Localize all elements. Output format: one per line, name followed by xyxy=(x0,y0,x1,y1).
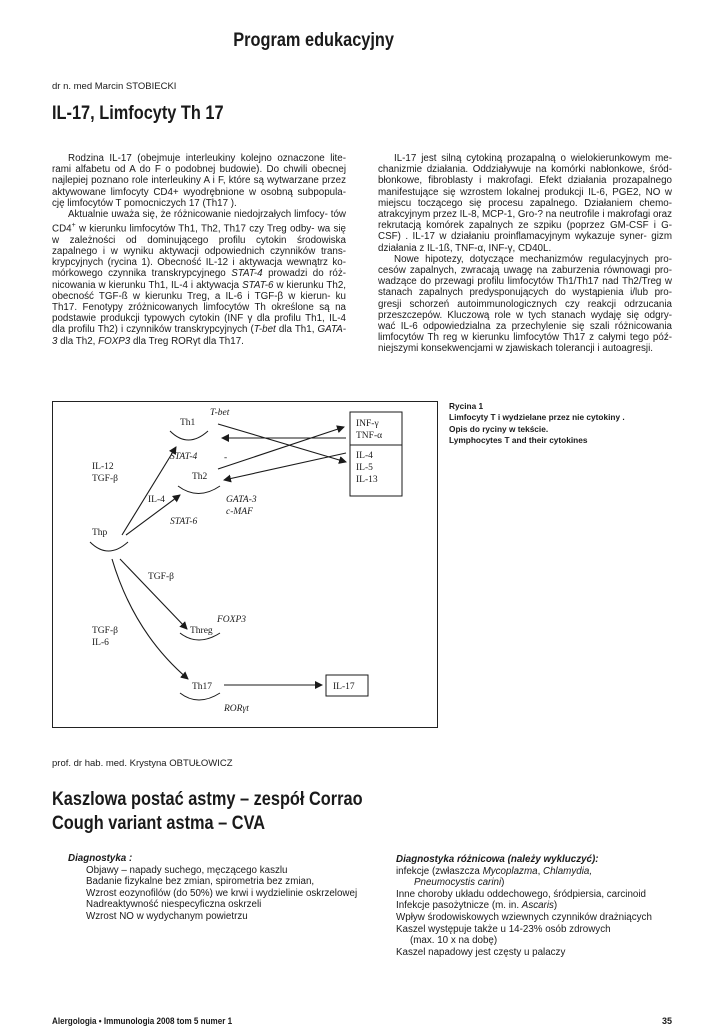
figure-diagram xyxy=(52,401,438,728)
diagnostics-item: Wzrost eozynofilów (do 50%) we krwi i wydzielinie oskrzelowej xyxy=(86,887,358,899)
figure-caption xyxy=(449,401,689,447)
label-th2: Th2 xyxy=(192,472,208,482)
caption-line4: Lymphocytes T and their cytokines xyxy=(449,435,588,446)
box-il13: IL-13 xyxy=(356,475,378,485)
differential-item: Kaszel występuje także u 14-23% osób zdrowych xyxy=(396,923,611,935)
label-cmaf: c-MAF xyxy=(226,507,253,517)
diagnostics-item: Nadreaktywność niespecyficzna oskrzeli xyxy=(86,899,262,911)
differential-item-sub: (max. 10 x na dobę) xyxy=(410,935,498,947)
article2-title xyxy=(52,788,363,836)
label-tgfb-b: TGF-β xyxy=(92,626,118,636)
footer-page-number: 35 xyxy=(662,1016,673,1026)
box-inf-gamma: INF-γ xyxy=(356,419,379,429)
differential-heading: Diagnostyka różnicowa (należy wykluczyć): xyxy=(396,854,599,865)
label-th1: Th1 xyxy=(180,418,196,428)
label-gata3: GATA-3 xyxy=(226,495,257,505)
arrow-thp-threg xyxy=(120,559,187,629)
article1-left-column xyxy=(52,153,346,347)
label-thp: Thp xyxy=(92,528,108,538)
paragraph: Rodzina IL-17 (obejmuje interleukiny kolejno oznaczone lite- rami alfabetu od A do F o podobnej budowie). Do chwili obecnej najlepiej poznano role interleukiny A i F, które są wytwarzane przez aktywowane limfocyty CD4+ wyodrębnione w osobną subpopula- cję limfocytów T pomocniczych 17 (Th17 ). xyxy=(52,153,346,209)
box-tnf-alpha: TNF-α xyxy=(356,431,383,441)
differential-list xyxy=(396,854,696,958)
label-dash: - xyxy=(224,453,228,463)
label-il4: IL-4 xyxy=(148,495,165,505)
caption-line3: Opis do ryciny w tekście. xyxy=(449,423,549,434)
box-il17: IL-17 xyxy=(333,682,355,692)
article2-author: prof. dr hab. med. Krystyna OBTUŁOWICZ xyxy=(52,758,233,769)
label-foxp3: FOXP3 xyxy=(217,615,247,625)
arrow-th1-th2cyt xyxy=(218,424,346,462)
label-threg: Threg xyxy=(190,626,213,636)
label-rorgt: RORγt xyxy=(224,704,249,714)
arrow-th2-th1cyt xyxy=(218,427,344,469)
paragraph: Nowe hipotezy, dotyczące mechanizmów regulacyjnych pro- cesów zapalnych, zwracają uwagę na zaburzenia równowagi pro- wadzące do przewagi profilu limfocytów Th1/Th17 nad Th2/Treg w stanach zapalnych predysponujących do wystąpienia i/lub pro- gresji schorzeń autoimmunologicznych czy reakcji odrzucania przeszczepów. Kluczową role w tych stanach wydaję się odgry- wać IL-6 odpowiedzialna za przechylenie się szali różnicowania limfocytów Th reg w kierunku limfocytów Th17 z całymi tego póź- niejszymi konsekwencjami w zjawiskach tolerancji i autoagresji. xyxy=(378,253,672,355)
box-il4: IL-4 xyxy=(356,451,373,461)
diagnostics-heading: Diagnostyka : xyxy=(68,853,133,864)
thp-cell-arc xyxy=(90,542,128,551)
th1-cell-arc xyxy=(170,431,208,440)
label-tgfb-a: TGF-β xyxy=(92,474,118,484)
differential-item-infections: infekcje (zwłaszcza Mycoplazma, Chlamydia, xyxy=(396,865,593,877)
arrow-back-th2 xyxy=(224,453,346,480)
th2-cell-arc xyxy=(178,486,220,494)
diagnostics-list xyxy=(68,853,358,923)
caption-line1: Rycina 1 xyxy=(449,401,484,411)
label-stat6: STAT-6 xyxy=(170,517,198,527)
paragraph: Aktualnie uważa się, że różnicowanie niedojrzałych limfocy- tów CD4+ w kierunku limfocytów Th1, Th2, Th17 czy Treg odby- wa się w zależności od dominującego profilu cytokin środowiska zapalnego i w wyniku aktywacji odpowiednich czynników trans- krypcyjnych (rycina 1). Obecność IL-12 i aktywacja wewnątrz ko- mórkowego czynnika transkrypcyjnego STAT-4 prowadzi do róż- nicowania w kierunku Th1, IL-4 i aktywacja STAT-6 w kierunku Th2, obecność TGF-ß w kierunku Treg, a IL-6 i TGF-β w kierun- ku Th17. Fenotypy zróżnicowanych limfocytów Th określone są na podstawie produkcji typowych cytokin (INF γ dla profilu Th1, IL-4 dla profilu Th2) i czynników transkrypcyjnych (T-bet dla Th1, GATA-3 dla Th2, FOXP3 dla Treg RORγt dla Th17. xyxy=(52,209,346,347)
label-tgfb-mid: TGF-β xyxy=(148,572,174,582)
section-header: Program edukacyjny xyxy=(233,30,394,51)
label-il12: IL-12 xyxy=(92,462,114,472)
label-th17: Th17 xyxy=(192,682,213,692)
differential-item: Kaszel napadowy jest częsty u palaczy xyxy=(396,946,566,958)
article2-title-line2: Cough variant astma – CVA xyxy=(52,813,266,834)
diagnostics-item: Wzrost NO w wydychanym powietrzu xyxy=(86,910,248,922)
article2-title-line1: Kaszlowa postać astmy – zespół Corrao xyxy=(52,789,363,810)
differential-item: Inne choroby układu oddechowego, śródpiersia, carcinoid xyxy=(396,888,646,900)
th17-cell-arc xyxy=(180,693,220,700)
diagnostics-item: Badanie fizykalne bez zmian, spirometria bez zmian, xyxy=(86,876,315,888)
differential-item-pneumocystis: Pneumocystis carini) xyxy=(414,877,505,889)
paragraph: IL-17 jest silną cytokiną prozapalną o wielokierunkowym me- chanizmie działania. Oddziaływuje na komórki nabłonkowe, śród- błonkowe, fibroblasty i makrofagi. Efekt działania prozapalnego manifestujące się wzrostem lokalnej produkcji IL-6, PGE2, NO w miejscu toczącego się procesu zapalnego. Działaniem chemo- atrakcyjnym przez IL-8, MCP-1, Gro-? na neutrofile i makrofagi oraz rekrutacją komórek zapalnych ze szpiku (poprzez GM-CSF i G-CSF) . IL-17 w działaniu proinflamacyjnym wykazuje syner- gizm działania z IL-1ß, TNF-α, INF-γ, CD40L. xyxy=(378,153,673,254)
diagnostics-item: Objawy – napady suchego, męczącego kaszlu xyxy=(86,864,288,876)
article1-author: dr n. med Marcin STOBIECKI xyxy=(52,81,177,92)
footer-journal: Alergologia • Immunologia 2008 tom 5 numer 1 xyxy=(52,1016,233,1026)
label-tbet: T-bet xyxy=(210,408,230,418)
differential-item: Wpływ środowiskowych wziewnych czynników drażniących xyxy=(396,911,652,923)
article1-right-column xyxy=(378,153,672,355)
article1-title: IL-17, Limfocyty Th 17 xyxy=(52,103,224,124)
differential-item-parasites: Infekcje pasożytnicze (m. in. Ascaris) xyxy=(396,900,558,912)
arrow-thp-th1 xyxy=(122,447,176,535)
box-il5: IL-5 xyxy=(356,463,373,473)
label-il6: IL-6 xyxy=(92,638,109,648)
caption-line2: Limfocyty T i wydzielane przez nie cytokiny . xyxy=(449,412,625,423)
label-stat4: STAT-4 xyxy=(170,452,198,462)
